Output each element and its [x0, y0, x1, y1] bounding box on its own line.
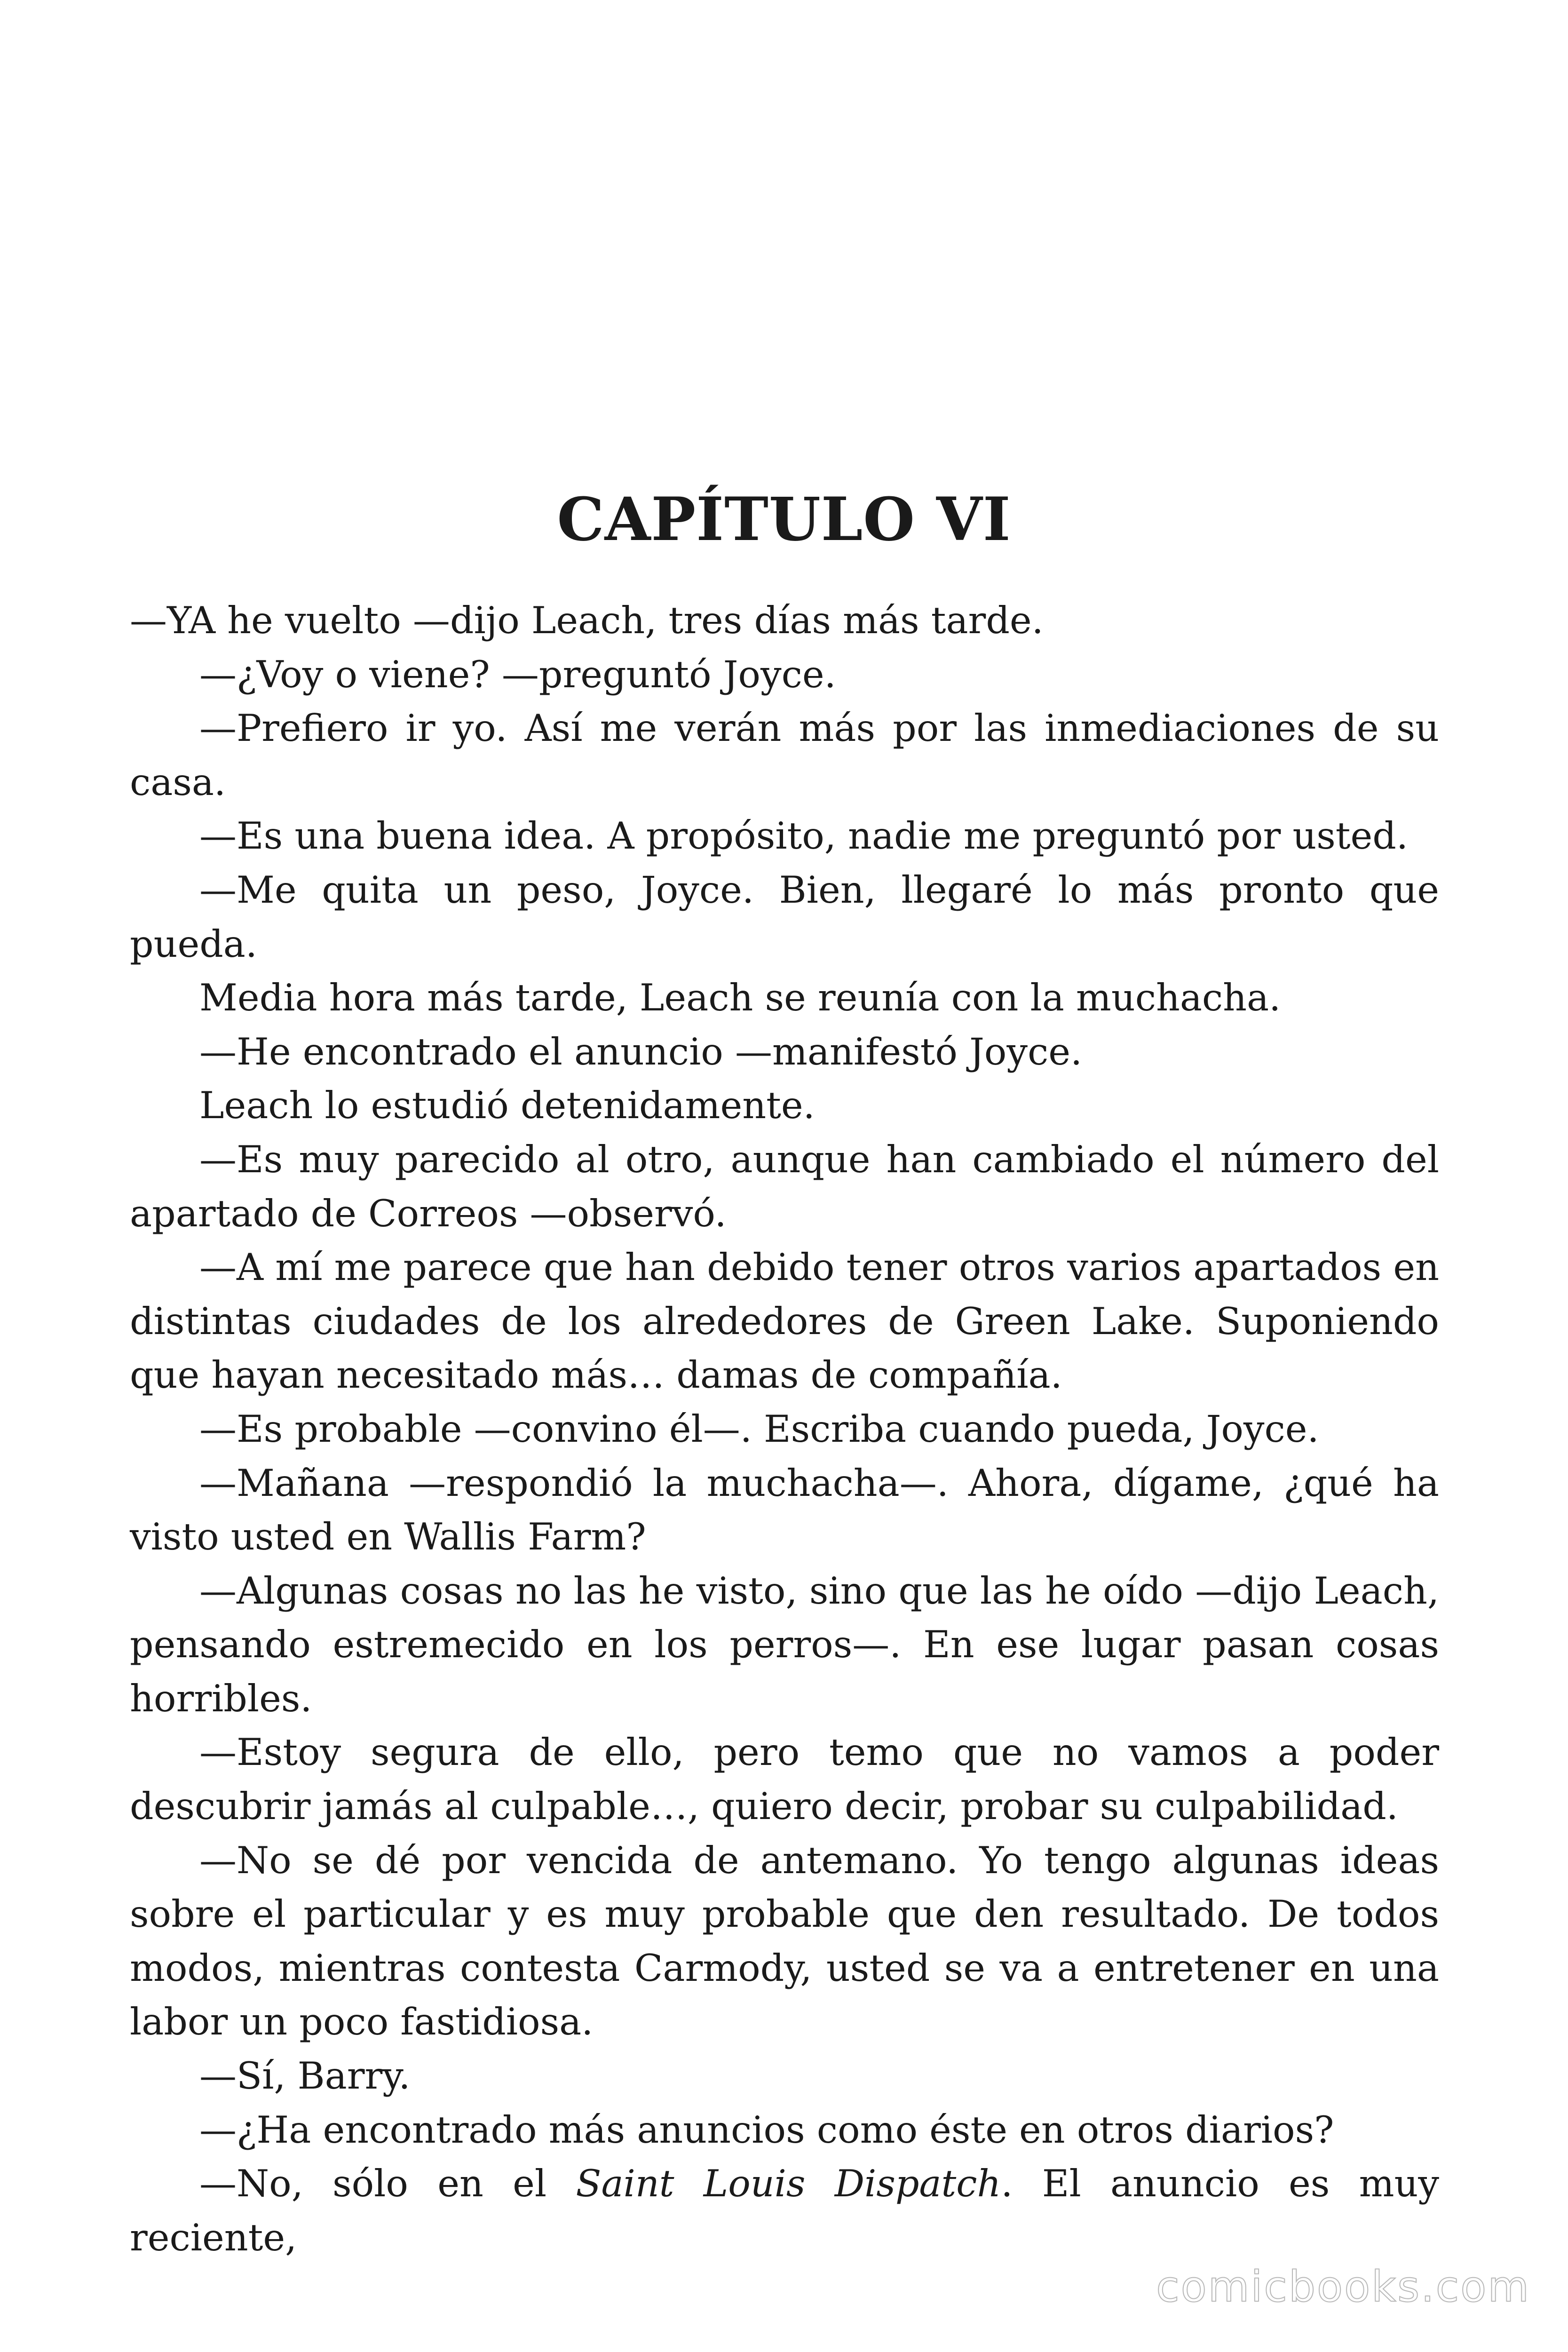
paragraph: —Estoy segura de ello, pero temo que no vamos a poder descubrir jamás al culpable…, quiero decir, probar su culpabilidad. [130, 1731, 1439, 1828]
paragraph: —Es probable —convino él—. Escriba cuando pueda, Joyce. [199, 1407, 1319, 1451]
watermark-logo: comicbooks.com [1156, 2262, 1530, 2312]
paragraph: —YA he vuelto —dijo Leach, tres días más tarde. [130, 599, 1044, 642]
paragraph-text: . El anuncio es muy reciente, [130, 2162, 1439, 2259]
chapter-body [130, 594, 1439, 2265]
paragraph: —¿Voy o viene? —preguntó Joyce. [199, 652, 836, 696]
paragraph: Leach lo estudió detenidamente. [199, 1084, 815, 1128]
paragraph [130, 2157, 1439, 2265]
paragraph: —No se dé por vencida de antemano. Yo tengo algunas ideas sobre el particular y es muy probable que den resultado. De todos modos, mientras contesta Carmody, usted se va a entretener en una labor un poco fastidiosa. [130, 1838, 1439, 2044]
paragraph: —Algunas cosas no las he visto, sino que las he oído —dijo Leach, pensando estremecido en los perros—. En ese lugar pasan cosas horribles. [130, 1569, 1439, 1720]
paragraph-text: —No, sólo en el [199, 2162, 576, 2206]
paragraph: —Prefiero ir yo. Así me verán más por las inmediaciones de su casa. [130, 707, 1439, 804]
paragraph: —He encontrado el anuncio —manifestó Joyce. [199, 1030, 1083, 1073]
paragraph: —A mí me parece que han debido tener otros varios apartados en distintas ciudades de los alrededores de Green Lake. Suponiendo que hayan necesitado más… damas de compañía. [130, 1246, 1439, 1397]
chapter-title: CAPÍTULO VI [557, 485, 1011, 555]
paragraph: —Me quita un peso, Joyce. Bien, llegaré lo más pronto que pueda. [130, 868, 1439, 966]
paragraph: —¿Ha encontrado más anuncios como éste en otros diarios? [199, 2108, 1334, 2152]
paragraph: —Sí, Barry. [199, 2054, 411, 2098]
newspaper-title: Saint Louis Dispatch [576, 2162, 1001, 2206]
paragraph: —Es muy parecido al otro, aunque han cambiado el número del apartado de Correos —observó. [130, 1137, 1439, 1235]
paragraph: —Mañana —respondió la muchacha—. Ahora, dígame, ¿qué ha visto usted en Wallis Farm? [130, 1461, 1439, 1559]
paragraph: —Es una buena idea. A propósito, nadie me preguntó por usted. [199, 814, 1408, 858]
paragraph: Media hora más tarde, Leach se reunía con la muchacha. [199, 976, 1281, 1020]
